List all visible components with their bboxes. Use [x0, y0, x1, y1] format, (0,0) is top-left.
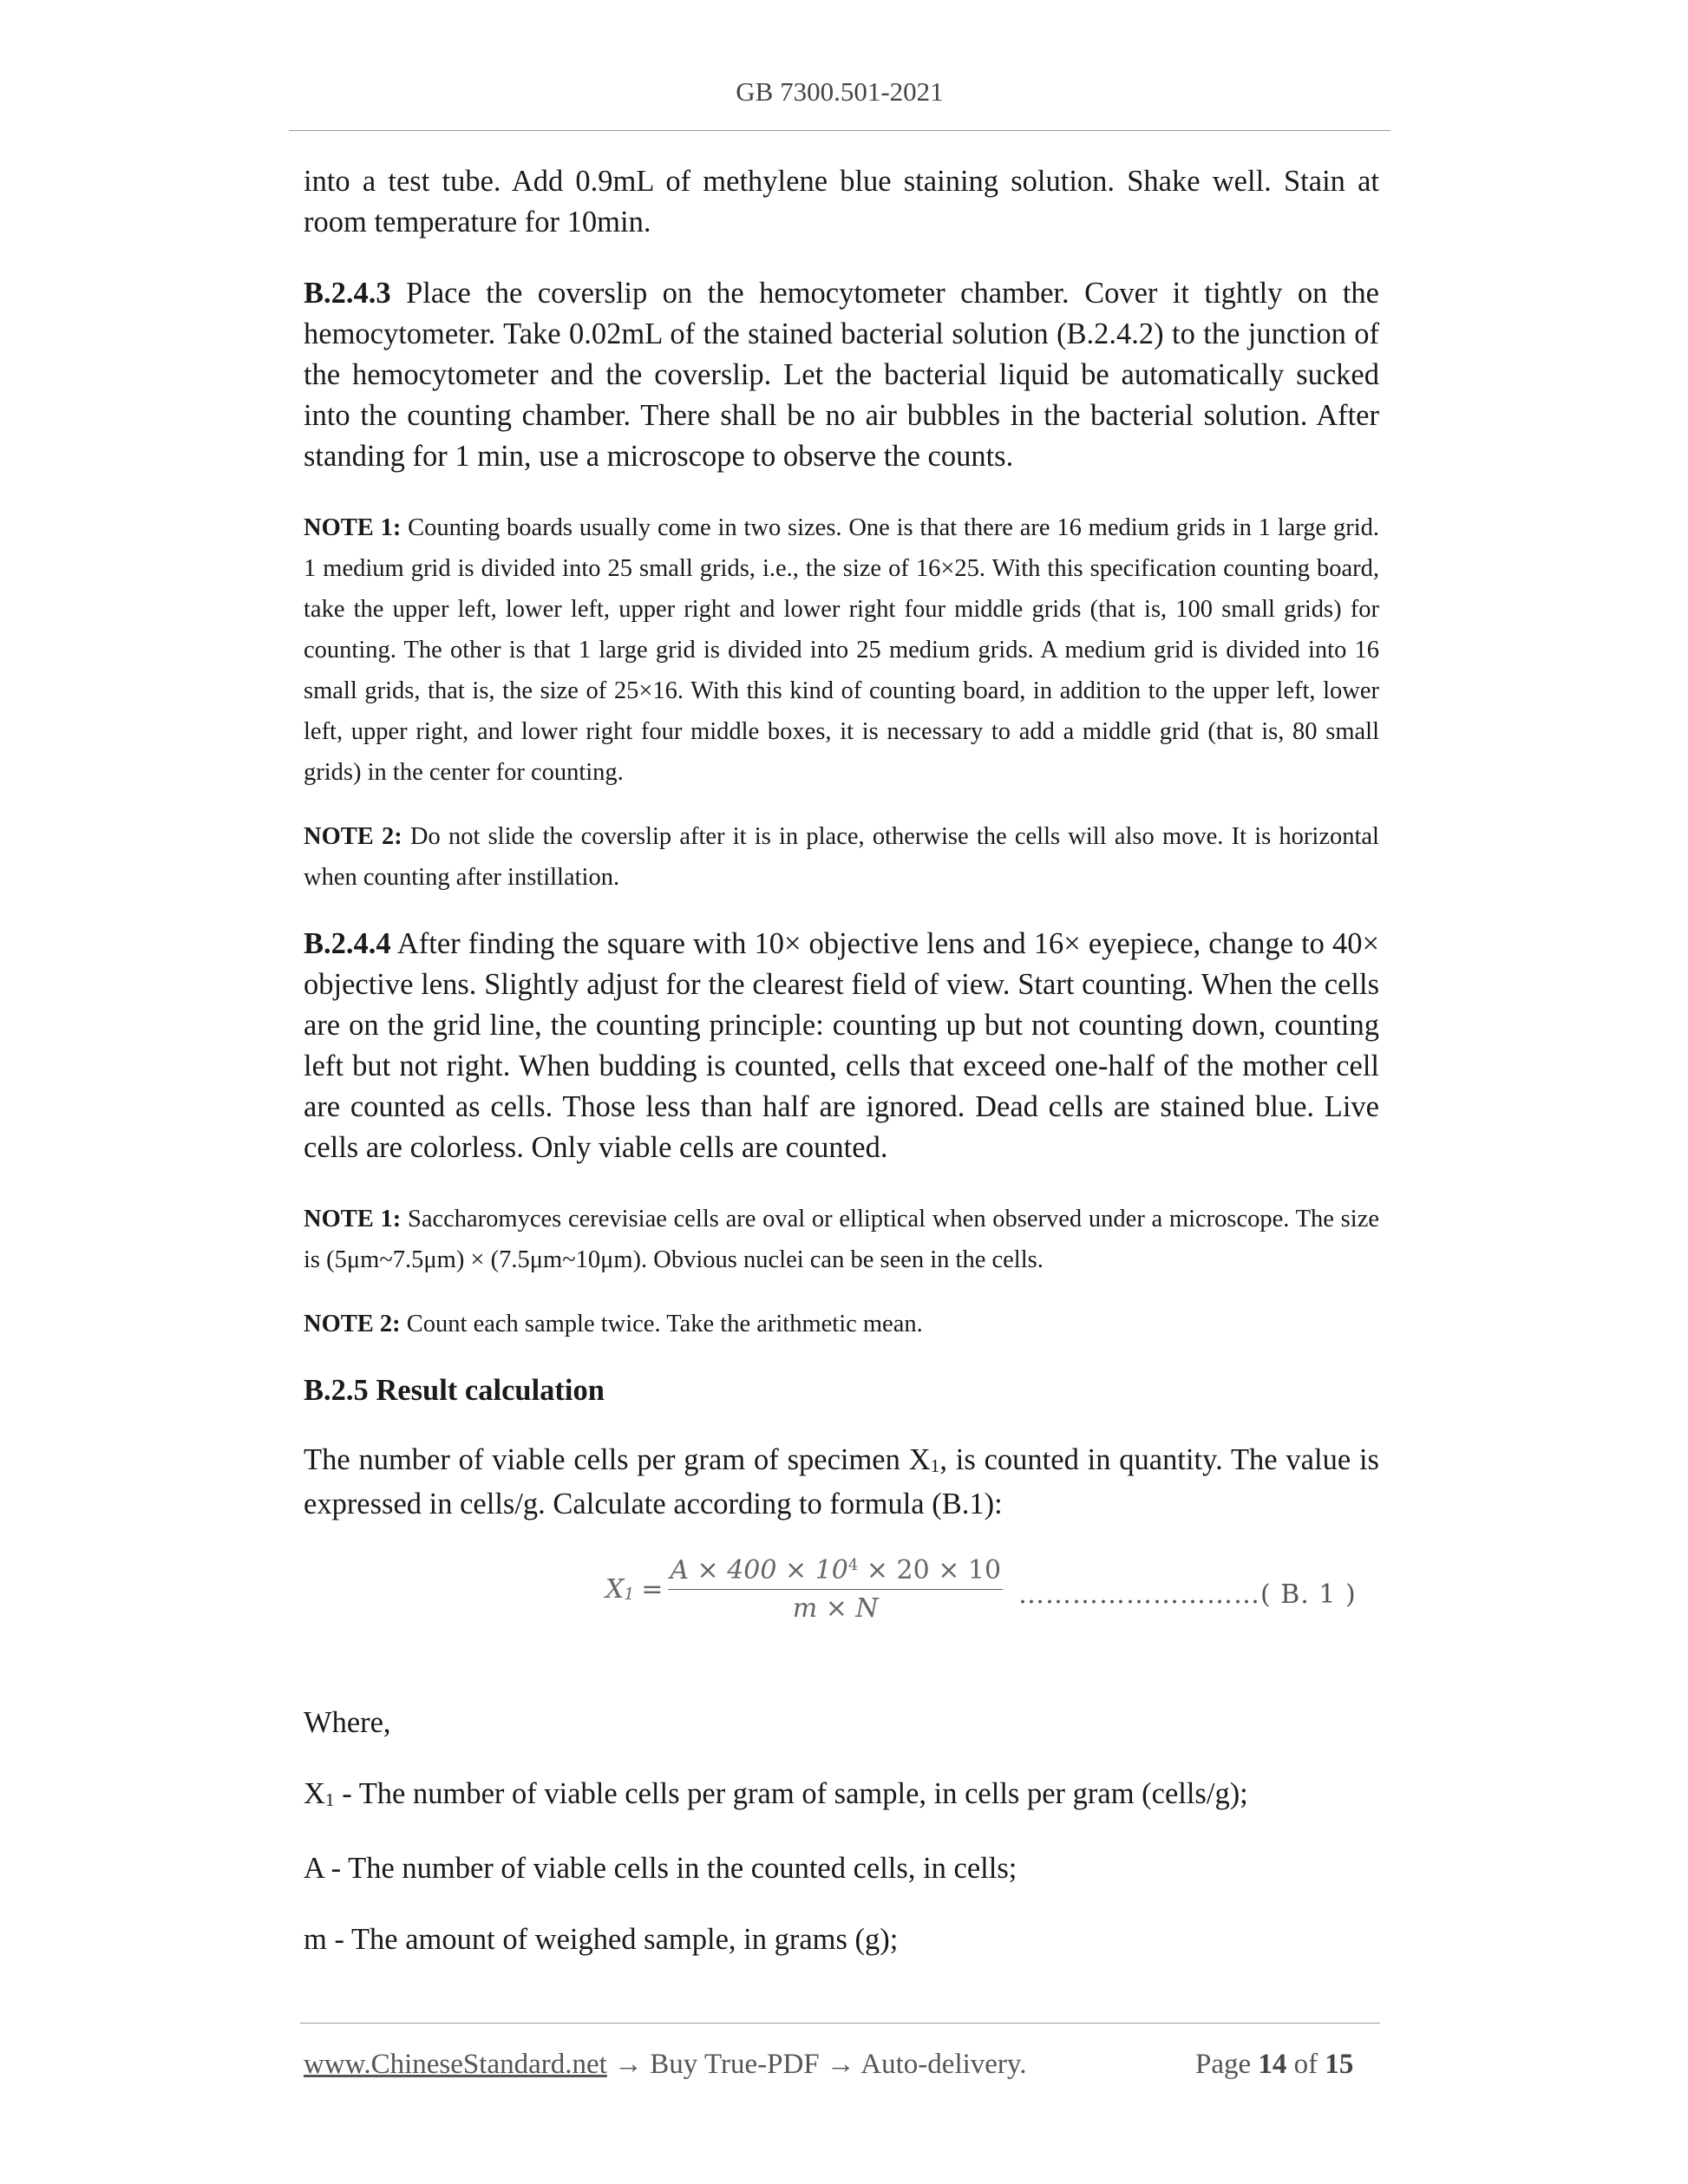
formula-denominator: m × N — [792, 1593, 879, 1624]
note-text: Saccharomyces cerevisiae cells are oval or elliptical when observed under a microscope. The size is (5μm~7.5μm) × (7.5μm~10μm). Obvious nuclei can be seen in the cells. — [304, 1206, 1379, 1273]
footer-promo — [304, 2049, 1027, 2081]
paragraph-b244 — [304, 924, 1379, 1168]
clause-text: Place the coverslip on the hemocytometer chamber. Cover it tightly on the hemocytometer. Take 0.02mL of the stained bacterial solution (B.2.4.2) to the junction of the hemocytometer and the coverslip. Let the bacterial liquid be automatically sucked into the counting chamber. There shall be no air bubbles in the bacterial solution. After standing for 1 min, use a microscope to observe the counts. — [304, 277, 1379, 473]
note-1-saccharomyces — [304, 1199, 1379, 1280]
formula-numerator — [668, 1555, 1003, 1590]
formula-subscript: 1 — [624, 1586, 635, 1605]
page-number: 14 — [1258, 2049, 1287, 2080]
formula-number: ………………………( B. 1 ) — [1018, 1579, 1357, 1610]
footer-tagline: → Buy True-PDF → Auto-delivery. — [606, 2049, 1027, 2080]
clause-label: B.2.4.4 — [304, 927, 391, 960]
header-divider — [289, 130, 1390, 131]
page-body — [304, 161, 1379, 1991]
formula-lhs — [605, 1574, 634, 1605]
note-text: Do not slide the coverslip after it is in place, otherwise the cells will also move. It is horizontal when counting after instillation. — [304, 823, 1379, 891]
note-label: NOTE 1: — [304, 1206, 402, 1233]
definition-a: A - The number of viable cells in the counted cells, in cells; — [304, 1852, 1017, 1885]
numerator-part: A × 400 × 10 — [670, 1555, 848, 1586]
formula-symbol: X — [605, 1574, 625, 1605]
definition-m: m - The amount of weighed sample, in grams (g); — [304, 1923, 899, 1956]
footer-divider — [300, 2023, 1380, 2024]
where-label: Where, — [304, 1706, 391, 1739]
formula-b1 — [304, 1555, 1379, 1685]
of-word: of — [1286, 2049, 1325, 2080]
document-header: GB 7300.501-2021 — [736, 76, 944, 107]
page-word: Page — [1195, 2049, 1259, 2080]
def-symbol: X — [304, 1777, 325, 1810]
page-total: 15 — [1325, 2049, 1354, 2080]
note-2-coverslip — [304, 816, 1379, 898]
text-part: , is counted in quantity. The value is expressed in cells/g. Calculate according to formula (B.1): — [304, 1443, 1379, 1520]
formula-fraction — [668, 1555, 1003, 1624]
clause-label: B.2.4.3 — [304, 277, 391, 310]
subscript: 1 — [930, 1455, 940, 1476]
text-part: The number of viable cells per gram of specimen X — [304, 1443, 931, 1476]
numerator-part: × 20 × 10 — [858, 1555, 1002, 1586]
numerator-exponent: 4 — [847, 1556, 859, 1575]
note-label: NOTE 2: — [304, 1311, 401, 1337]
paragraph-b243 — [304, 273, 1379, 477]
formula-equals: = — [641, 1574, 664, 1605]
note-text: Count each sample twice. Take the arithmetic mean. — [400, 1311, 923, 1337]
clause-text: After finding the square with 10× objective lens and 16× eyepiece, change to 40× objective lens. Slightly adjust for the clearest field of view. Start counting. When the cells are on the grid line, the counting principle: counting up but not counting down, counting left but not right. When budding is counted, cells that exceed one-half of the mother cell are counted as cells. Those less than half are ignored. Dead cells are stained blue. Live cells are colorless. Only viable cells are counted. — [304, 927, 1379, 1164]
paragraph-result-intro — [304, 1440, 1379, 1525]
definition-x1 — [304, 1774, 1379, 1818]
note-label: NOTE 2: — [304, 823, 402, 850]
paragraph-continuation: into a test tube. Add 0.9mL of methylene blue staining solution. Shake well. Stain at room temperature for 10min. — [304, 165, 1379, 239]
site-link[interactable]: www.ChineseStandard.net — [304, 2049, 607, 2080]
section-heading-b25: B.2.5 Result calculation — [304, 1374, 605, 1407]
page-indicator — [1195, 2049, 1353, 2081]
note-text: Counting boards usually come in two sizes. One is that there are 16 medium grids in 1 large grid. 1 medium grid is divided into 25 small grids, i.e., the size of 16×25. With this specification counting board, take the upper left, lower left, upper right and lower right four middle grids (that is, 100 small grids) for counting. The other is that 1 large grid is divided into 25 medium grids. A medium grid is divided into 16 small grids, that is, the size of 25×16. With this kind of counting board, in addition to the upper left, lower left, upper right, and lower right four middle boxes, it is necessary to add a middle grid (that is, 80 small grids) in the center for counting. — [304, 514, 1380, 786]
note-label: NOTE 1: — [304, 514, 402, 541]
def-subscript: 1 — [324, 1788, 335, 1810]
note-1-counting-boards — [304, 507, 1379, 793]
def-text: - The number of viable cells per gram of sample, in cells per gram (cells/g); — [334, 1777, 1248, 1810]
note-2-count-twice — [304, 1304, 1379, 1344]
formula-expression — [605, 1555, 1003, 1624]
